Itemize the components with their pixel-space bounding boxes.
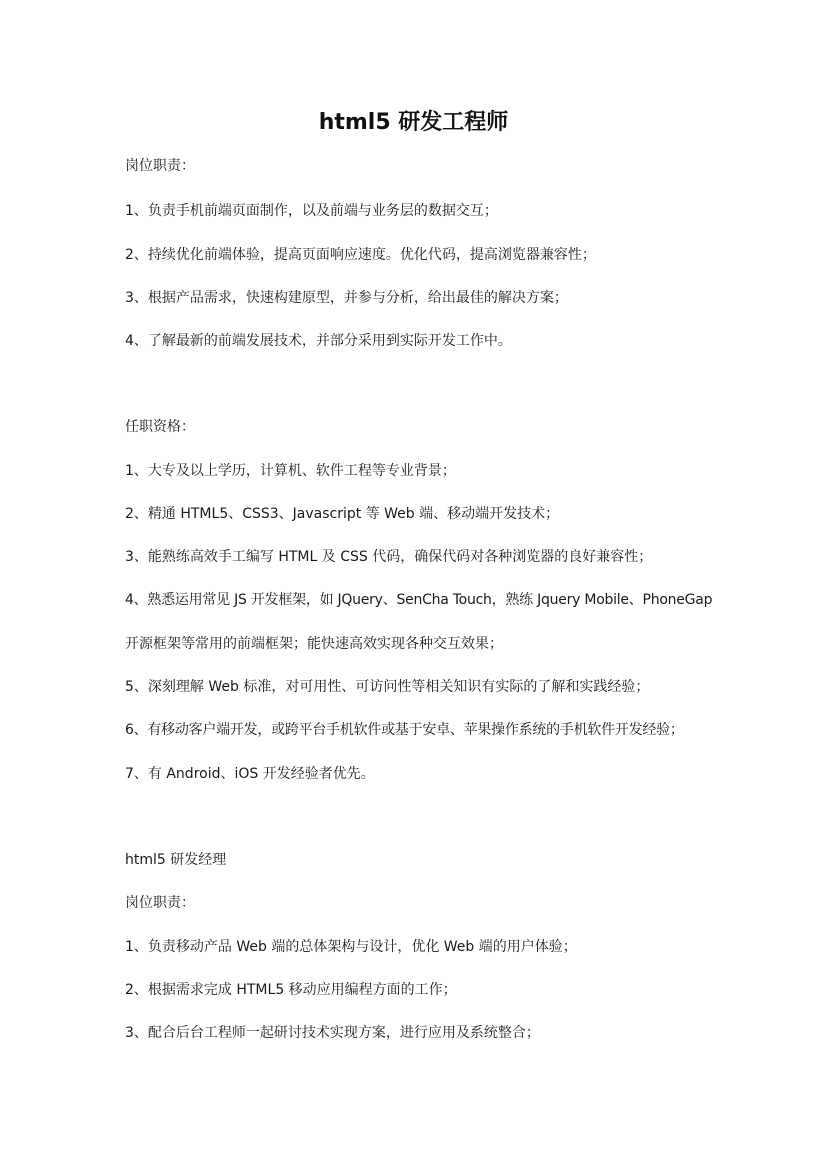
list-item: 1、大专及以上学历，计算机、软件工程等专业背景； (125, 463, 456, 479)
list-item: 5、深刻理解 Web 标准，对可用性、可访问性等相关知识有实际的了解和实践经验； (125, 679, 650, 695)
section-subtitle: html5 研发经理 (125, 852, 227, 868)
list-item-continuation: 开源框架等常用的前端框架；能快速高效实现各种交互效果； (125, 636, 503, 652)
list-item: 3、配合后台工程师一起研讨技术实现方案，进行应用及系统整合； (125, 1025, 540, 1041)
section-heading-responsibilities-2: 岗位职责： (125, 895, 195, 911)
section-heading-responsibilities: 岗位职责： (125, 158, 195, 174)
document-title: html5 研发工程师 (318, 110, 509, 135)
list-item: 6、有移动客户端开发，或跨平台手机软件或基于安卓、苹果操作系统的手机软件开发经验； (125, 722, 684, 738)
list-item: 2、根据需求完成 HTML5 移动应用编程方面的工作； (125, 982, 457, 998)
section-heading-qualifications: 任职资格： (125, 419, 195, 435)
list-item: 2、精通 HTML5、CSS3、Javascript 等 Web 端、移动端开发技术； (125, 506, 560, 522)
list-item: 7、有 Android、iOS 开发经验者优先。 (125, 766, 375, 782)
list-item: 4、了解最新的前端发展技术，并部分采用到实际开发工作中。 (125, 333, 512, 349)
list-item: 3、能熟练高效手工编写 HTML 及 CSS 代码，确保代码对各种浏览器的良好兼容性； (125, 549, 653, 565)
list-item: 4、熟悉运用常见 JS 开发框架，如 JQuery、SenCha Touch，熟练 Jquery Mobile、PhoneGap (125, 592, 713, 608)
list-item: 1、负责手机前端页面制作，以及前端与业务层的数据交互； (125, 203, 498, 219)
list-item: 1、负责移动产品 Web 端的总体架构与设计，优化 Web 端的用户体验； (125, 939, 577, 955)
list-item: 3、根据产品需求，快速构建原型，并参与分析，给出最佳的解决方案； (125, 290, 568, 306)
list-item: 2、持续优化前端体验，提高页面响应速度。优化代码，提高浏览器兼容性； (125, 247, 596, 263)
